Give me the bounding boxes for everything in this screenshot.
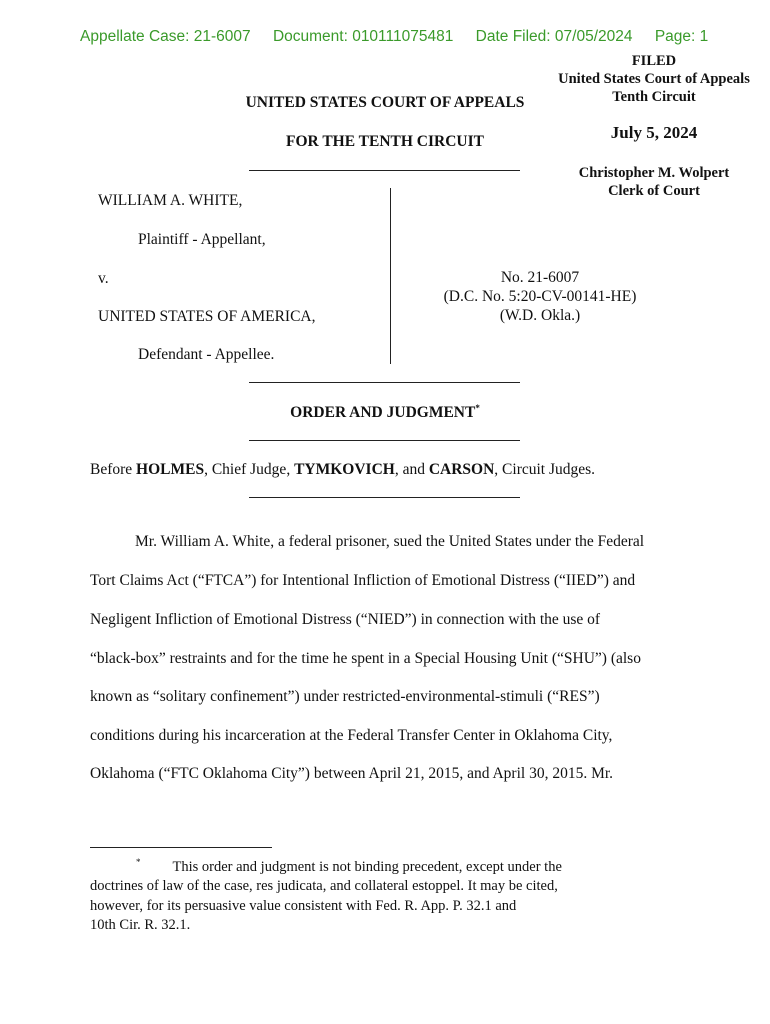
filed-stamp (544, 52, 764, 200)
divider (249, 170, 520, 171)
plaintiff-role: Plaintiff - Appellant, (138, 231, 266, 248)
plaintiff-name: WILLIAM A. WHITE, (98, 192, 243, 209)
stamp-filed: FILED (631, 53, 677, 69)
versus: v. (98, 270, 109, 287)
stamp-circuit: Tenth Circuit (612, 89, 696, 105)
divider (249, 382, 520, 383)
body-line: known as “solitary confinement”) under restricted-environmental-stimuli (“RES”) (90, 688, 600, 705)
footnote-line: This order and judgment is not binding precedent, except under the (172, 858, 562, 875)
body-line: Tort Claims Act (“FTCA”) for Intentional Infliction of Emotional Distress (“IIED”) and (90, 572, 636, 589)
footnote-line: 10th Cir. R. 32.1. (90, 917, 191, 934)
divider (249, 497, 520, 498)
stamp-date: July 5, 2024 (610, 123, 698, 142)
footnote (90, 853, 670, 936)
order-title-text: ORDER AND JUDGMENT (290, 404, 476, 422)
panel-tail: , Circuit Judges. (494, 461, 596, 478)
header-case: Appellate Case: 21-6007 (80, 28, 251, 45)
stamp-court: United States Court of Appeals (558, 71, 750, 87)
judge-carson: CARSON (428, 461, 495, 478)
court-title-line2: FOR THE TENTH CIRCUIT (286, 133, 484, 150)
body-line: “black-box” restraints and for the time he spent in a Special Housing Unit (“SHU”) (also (90, 650, 641, 667)
case-number: No. 21-6007 (500, 269, 580, 286)
order-title (0, 403, 770, 422)
footnote-line: however, for its persuasive value consistent with Fed. R. App. P. 32.1 and (90, 897, 517, 914)
body-line: Oklahoma (“FTC Oklahoma City”) between April 21, 2015, and April 30, 2015. Mr. (90, 765, 614, 782)
body-line: conditions during his incarceration at the Federal Transfer Center in Oklahoma City, (90, 727, 613, 744)
order-title-footnote-marker: * (475, 403, 480, 413)
stamp-clerk-title: Clerk of Court (608, 183, 700, 199)
panel-chief-title: , Chief Judge, (204, 461, 295, 478)
header-date-filed: Date Filed: 07/05/2024 (475, 28, 633, 45)
district-court-number: (D.C. No. 5:20-CV-00141-HE) (443, 288, 637, 305)
header-page: Page: 1 (654, 28, 709, 45)
case-number-block (395, 268, 685, 325)
divider (249, 440, 520, 441)
court-title-line1: UNITED STATES COURT OF APPEALS (245, 94, 525, 111)
footnote-line: doctrines of law of the case, res judicata, and collateral estoppel. It may be cited, (90, 878, 558, 895)
footnote-marker: * (136, 857, 141, 867)
judge-holmes: HOLMES (136, 461, 205, 478)
footnote-separator (90, 847, 272, 848)
body-line: Negligent Infliction of Emotional Distress (“NIED”) in connection with the use of (90, 611, 601, 628)
caption-divider (390, 188, 391, 364)
header-document: Document: 010111075481 (272, 28, 454, 45)
defendant-role: Defendant - Appellee. (138, 346, 275, 363)
panel-before: Before (90, 461, 137, 478)
defendant-name: UNITED STATES OF AMERICA, (98, 308, 316, 325)
judge-tymkovich: TYMKOVICH (294, 461, 395, 478)
panel-and: , and (394, 461, 429, 478)
body-line: Mr. William A. White, a federal prisoner, sued the United States under the Federal (135, 533, 645, 550)
district: (W.D. Okla.) (499, 307, 581, 324)
stamp-clerk-name: Christopher M. Wolpert (578, 165, 730, 181)
filing-header (80, 28, 726, 46)
panel-line (90, 461, 595, 479)
